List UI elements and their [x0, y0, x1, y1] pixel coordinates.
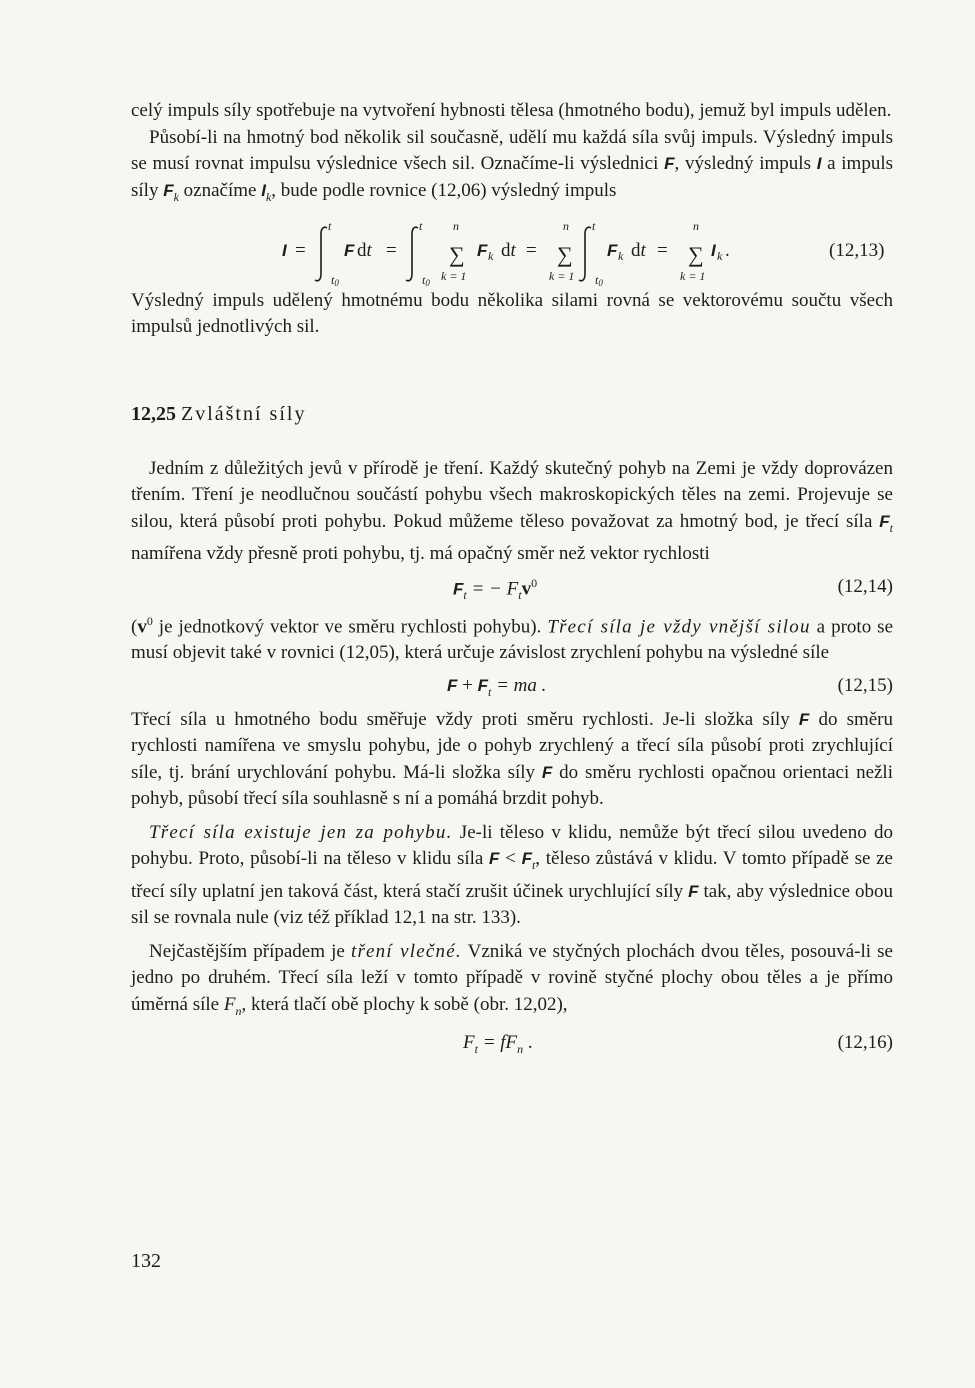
eq-Ik: I — [711, 240, 716, 260]
eq-sum-3: ∑ — [688, 241, 704, 267]
paragraph-vector-sum: Výsledný impuls udělený hmotnému bodu několika silami rovná se vektorovému součtu všech impulsů jednotlivých sil. — [131, 289, 893, 338]
eq-dt-3: dt — [631, 239, 646, 261]
eq-Fk-1: F — [477, 240, 488, 260]
eq-sum-upper-n-2: n — [563, 218, 569, 233]
paragraph-unit-vector: ($v^0$ je jednotkový vektor ve směru rychlosti pohybu). Třecí síla je vždy vnější silou a proto se musí objevit také v rovnici (12,05), která určuje závislost zrychlení pohybu na výsledné síle — [131, 613, 893, 664]
equation-12-15-body: $F + F_t$ = ma . — [447, 674, 547, 699]
integral-sign-1 — [315, 227, 327, 281]
eq-upper-t-2: t — [419, 218, 423, 233]
paragraph-friction-direction: Třecí síla u hmotného bodu směřuje vždy proti směru rychlosti. Je-li složka síly F do směru rychlosti namířena ve smyslu pohybu, jde o pohyb zrychlený a třecí síla působí proti zrychlující síle, tj. brání urychlování pohybu. Má-li složka síly F do směru rychlosti opačnou orientaci nežli pohyb, působí třecí síla souhlasně s ní a pomáhá brzdit pohyb. — [131, 708, 893, 810]
eq-sum-upper-n-3: n — [693, 218, 699, 233]
eq-sum-lower-3: k = 1 — [680, 268, 706, 283]
equation-12-15 — [131, 667, 893, 707]
eq-upper-t-3: t — [592, 218, 596, 233]
eq-Fk-sub-1: k — [488, 248, 494, 263]
eq-Fk-sub-2: k — [618, 248, 624, 263]
eq-Fk-2: F — [607, 240, 618, 260]
equation-12-16-body: $F_t = fF_n$ . — [463, 1032, 533, 1056]
eq-sum-lower-1: k = 1 — [441, 268, 467, 283]
equation-number-12-16: (12,16) — [837, 1032, 893, 1054]
section-number: 12,25 — [131, 402, 176, 425]
page-number: 132 — [131, 1250, 161, 1272]
eq-sum-2: ∑ — [557, 241, 573, 267]
equation-12-13-graphic — [131, 210, 893, 288]
eq-upper-t-1: t — [328, 218, 332, 233]
equation-12-14 — [131, 568, 893, 608]
integral-sign-3 — [579, 227, 591, 281]
eq-sum-1: ∑ — [449, 241, 465, 267]
paragraph-friction-intro: Jedním z důležitých jevů v přírodě je tření. Každý skutečný pohyb na Zemi je vždy doprovázen třením. Tření je neodlučnou součástí pohybu všech makroskopických těles na zemi. Projevuje se silou, která působí proti pohybu. Pokud můžeme těleso považovat za hmotný bod, je třecí síla $F_t$ namířena vždy přesně proti pohybu, tj. má opačný směr než vektor rychlosti — [131, 457, 893, 565]
paragraph-resultant-impulse: Působí-li na hmotný bod několik sil současně, udělí mu každá síla svůj impuls. Výsledný impuls se musí rovnat impulsu výslednice všech sil. Označíme-li výslednici F, výsledný impuls I a impuls síly $F_k$ označíme $I_k$, bude podle rovnice (12,06) výsledný impuls — [131, 126, 893, 204]
eq-sum-lower-2: k = 1 — [549, 268, 575, 283]
equation-number-12-15: (12,15) — [837, 674, 893, 696]
eq-equals-4: = — [657, 239, 668, 261]
eq-I: I — [282, 240, 287, 260]
integral-sign-2 — [406, 227, 418, 281]
paragraph-friction-only-motion: Třecí síla existuje jen za pohybu. Je-li těleso v klidu, nemůže být třecí silou uvedeno do pohybu. Proto, působí-li na těleso v klidu síla $F < F_t$, těleso zůstává v klidu. V tomto případě se ze třecí síly uplatní jen taková část, která stačí zrušit účinek urychlující síly F tak, aby výslednice obou sil se rovnala nule (viz též příklad 12,1 na str. 133). — [131, 821, 893, 929]
eq-F: F — [344, 240, 355, 260]
eq-lower-t0-2: t0 — [422, 272, 430, 288]
eq-dt-2: dt — [501, 239, 516, 261]
eq-equals-2: = — [386, 239, 397, 261]
equation-12-16 — [131, 1024, 893, 1064]
equation-number-12-14: (12,14) — [837, 575, 893, 597]
eq-lower-t0-3: t0 — [595, 272, 603, 288]
equation-12-14-body: $F_t$ = − $F_tv^0$ — [453, 575, 538, 602]
eq-equals-1: = — [295, 239, 306, 261]
section-title: Zvláštní síly — [181, 402, 307, 425]
text-column — [131, 98, 893, 1064]
eq-sum-upper-n-1: n — [453, 218, 459, 233]
paragraph-continuation: celý impuls síly spotřebuje na vytvoření hybnosti tělesa (hmotného bodu), jemuž byl impuls udělen. — [131, 100, 892, 121]
eq-dot: . — [725, 239, 730, 261]
paragraph-sliding-friction: Nejčastějším případem je tření vlečné. Vzniká ve styčných plochách dvou těles, posouvá-li se jedno po druhém. Třecí síla leží v tomto případě v rovině styčné plochy obou těles a je přímo úměrná síle $F_n$, která tlačí obě plochy k sobě (obr. 12,02), — [131, 940, 893, 1018]
section-heading — [131, 403, 893, 426]
eq-dt-1: dt — [357, 239, 372, 261]
eq-equals-3: = — [526, 239, 537, 261]
eq-Ik-sub: k — [717, 248, 723, 263]
equation-12-13 — [131, 210, 893, 288]
eq-number-12-13: (12,13) — [829, 239, 885, 261]
eq-lower-t0-1: t0 — [331, 272, 339, 288]
